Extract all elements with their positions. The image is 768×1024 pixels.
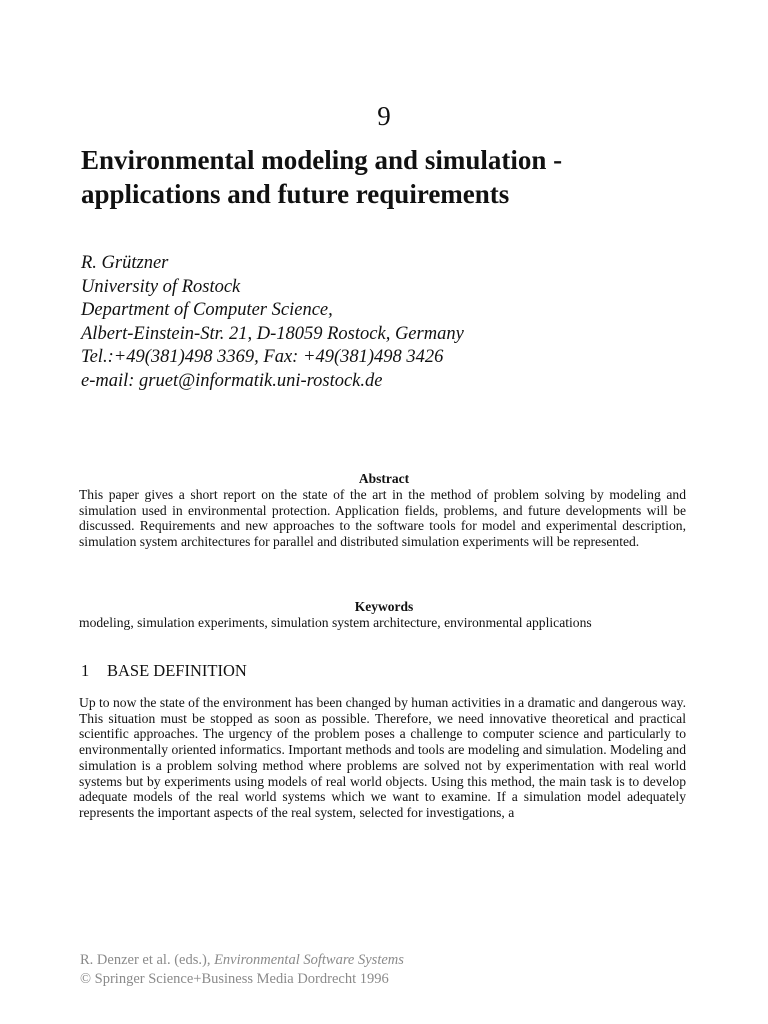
author-name: R. Grützner xyxy=(81,253,169,273)
author-block xyxy=(81,252,464,393)
author-department: Department of Computer Science, xyxy=(81,300,333,320)
chapter-number: 9 xyxy=(377,101,391,131)
footer-book-title: Environmental Software Systems xyxy=(214,952,404,968)
author-email: e-mail: gruet@informatik.uni-rostock.de xyxy=(81,370,383,391)
paper-title xyxy=(81,143,721,211)
title-line-1: Environmental modeling and simulation - xyxy=(81,145,563,175)
author-tel-fax: Tel.:+49(381)498 3369, Fax: +49(381)498 3426 xyxy=(81,347,444,367)
section-body-text: Up to now the state of the environment has been changed by human activities in a dramatic and dangerous way. This situation must be stopped as soon as possible. Therefore, we need innovative theoretical and practical scientific approaches. The urgency of the problem poses a challenge to computer science and particularly to environmentally oriented informatics. Important methods and tools are modeling and simulation. Modeling and simulation is a problem solving method where problems are solved not by experimentation with real world systems but by experiments using models of real world objects. Using this method, the main task is to develop adequate models of the real world systems which we want to examine. If a simulation model adequately represents the important aspects of the real system, selected for investigations, a xyxy=(79,695,686,820)
author-university: University of Rostock xyxy=(81,276,241,297)
footer-editors: R. Denzer et al. (eds.), xyxy=(80,952,211,968)
section-title: BASE DEFINITION xyxy=(107,661,247,680)
footer-citation xyxy=(80,952,404,969)
keywords-heading: Keywords xyxy=(354,599,414,614)
section-heading xyxy=(81,661,247,681)
footer-copyright: © Springer Science+Business Media Dordrecht 1996 xyxy=(80,971,389,987)
title-line-2: applications and future requirements xyxy=(81,179,510,209)
abstract-text: This paper gives a short report on the state of the art in the method of problem solving by modeling and simulation used in environmental protection. Application fields, problems, and future developments will be discussed. Requirements and new approaches to the software tools for model and experimental description, simulation system architectures for parallel and distributed simulation experiments will be represented. xyxy=(79,487,686,550)
section-number: 1 xyxy=(81,661,90,680)
abstract-heading: Abstract xyxy=(358,471,410,486)
author-address: Albert-Einstein-Str. 21, D-18059 Rostock, Germany xyxy=(81,323,464,344)
keywords-text: modeling, simulation experiments, simulation system architecture, environmental applications xyxy=(79,615,592,630)
